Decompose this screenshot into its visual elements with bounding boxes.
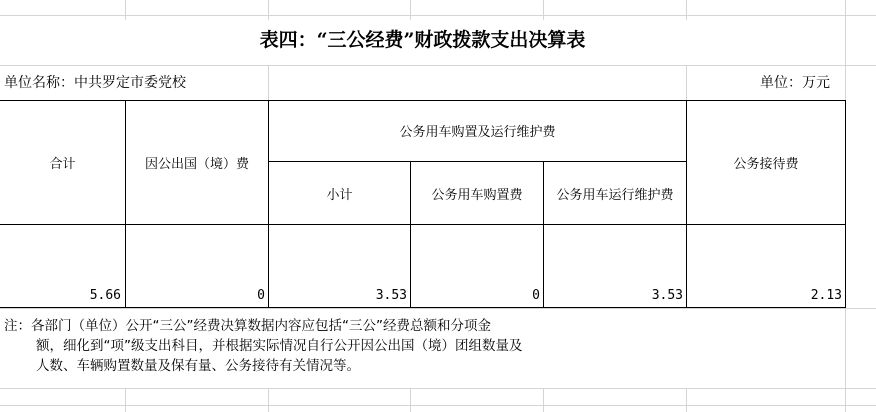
header-subtotal: 小计: [326, 187, 353, 203]
grid-line: [268, 388, 269, 412]
value-total: 5.66: [89, 288, 121, 303]
table-border: [0, 307, 845, 308]
grid-line: [125, 0, 126, 20]
grid-line: [268, 0, 269, 20]
footnote-line: 额，细化到“项”级支出科目，并根据实际情况自行公开因公出国（境）团组数量及: [36, 338, 523, 354]
footnote-line: 注：各部门（单位）公开“三公”经费决算数据内容应包括“三公”经费总额和分项金: [4, 318, 491, 334]
footnote: [4, 316, 523, 376]
grid-line: [0, 388, 876, 389]
unit-name-label: 单位名称：中共罗定市委党校: [4, 75, 186, 91]
table-border: [0, 224, 845, 225]
header-vehicle-purchase: 公务用车购置费: [431, 187, 523, 203]
value-subtotal: 3.53: [375, 288, 407, 303]
grid-line: [686, 388, 687, 412]
grid-line: [686, 66, 687, 100]
grid-line: [0, 405, 876, 406]
value-vehicle-operation: 3.53: [651, 288, 683, 303]
table-border: [845, 100, 846, 308]
grid-line: [268, 66, 269, 100]
header-abroad: 因公出国（境）费: [144, 156, 249, 172]
page-title: 表四：“三公经费”财政拨款支出决算表: [259, 29, 586, 51]
header-vehicle-operation: 公务用车运行维护费: [556, 187, 674, 203]
value-reception: 2.13: [810, 288, 842, 303]
grid-line: [410, 0, 411, 20]
value-vehicle-purchase: 0: [532, 288, 540, 303]
grid-line: [0, 15, 876, 16]
expense-table: [0, 100, 845, 308]
grid-line: [543, 388, 544, 412]
header-reception: 公务接待费: [733, 156, 799, 172]
grid-line: [410, 388, 411, 412]
grid-line: [543, 0, 544, 20]
grid-line: [686, 0, 687, 20]
grid-line: [125, 388, 126, 412]
unit-label: 单位：万元: [760, 75, 830, 91]
grid-line: [0, 65, 876, 66]
grid-line: [0, 308, 876, 309]
value-abroad: 0: [257, 288, 265, 303]
header-vehicle-group: 公务用车购置及运行维护费: [399, 125, 556, 140]
footnote-line: 人数、车辆购置数量及保有量、公务接待有关情况等。: [36, 358, 360, 374]
header-total: 合计: [49, 156, 76, 172]
